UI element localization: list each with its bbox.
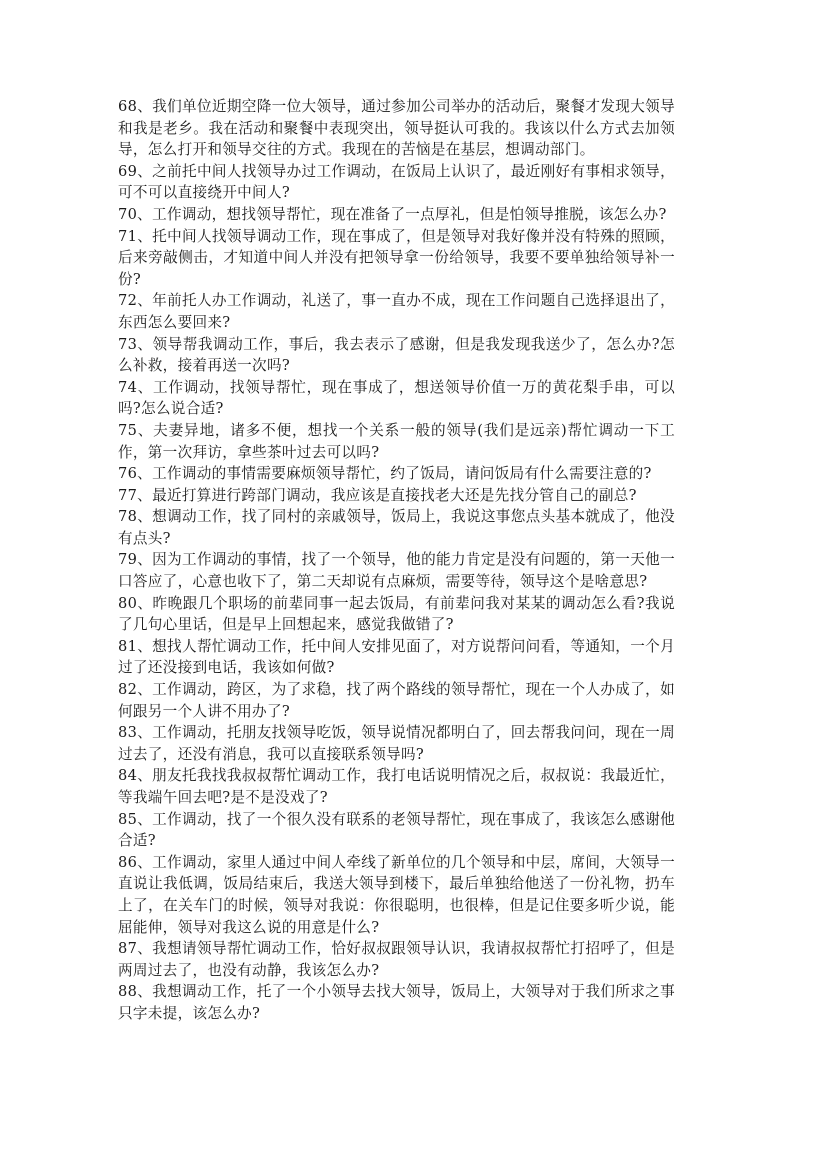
question-item-73: 73、领导帮我调动工作，事后，我去表示了感谢，但是我发现我送少了，怎么办?怎么补救，接着再送一次吗? xyxy=(118,335,675,375)
question-item-87: 87、我想请领导帮忙调动工作，恰好叔叔跟领导认识，我请叔叔帮忙打招呼了，但是两周过去了，也没有动静，我该怎么办? xyxy=(118,940,675,979)
question-item-69: 69、之前托中间人找领导办过工作调动，在饭局上认识了，最近刚好有事相求领导，可不可以直接绕开中间人? xyxy=(118,162,675,202)
question-item-80: 80、昨晚跟几个职场的前辈同事一起去饭局，有前辈问我对某某的调动怎么看?我说了几句心里话，但是早上回想起来，感觉我做错了? xyxy=(118,594,675,634)
question-item-81: 81、想找人帮忙调动工作，托中间人安排见面了，对方说帮问问看，等通知，一个月过了还没接到电话，我该如何做? xyxy=(118,637,675,677)
document-body xyxy=(118,96,675,1025)
question-item-78: 78、想调动工作，找了同村的亲戚领导，饭局上，我说这事您点头基本就成了，他没有点头? xyxy=(118,508,675,547)
question-item-88: 88、我想调动工作，托了一个小领导去找大领导，饭局上，大领导对于我们所求之事只字未提，该怎么办? xyxy=(118,983,675,1022)
question-item-84: 84、朋友托我找我叔叔帮忙调动工作，我打电话说明情况之后，叔叔说：我最近忙，等我端午回去吧?是不是没戏了? xyxy=(118,767,675,806)
question-item-86: 86、工作调动，家里人通过中间人牵线了新单位的几个领导和中层，席间，大领导一直说让我低调，饭局结束后，我送大领导到楼下，最后单独给他送了一份礼物，扔车上了，在关车门的时候，领导对我说：你很聪明，也很棒，但是记住要多听少说，能屈能伸，领导对我这么说的用意是什么? xyxy=(118,853,675,936)
question-item-76: 76、工作调动的事情需要麻烦领导帮忙，约了饭局，请问饭局有什么需要注意的? xyxy=(118,465,652,483)
question-item-75: 75、夫妻异地，诸多不便，想找一个关系一般的领导(我们是远亲)帮忙调动一下工作，第一次拜访，拿些茶叶过去可以吗? xyxy=(118,421,675,461)
question-item-85: 85、工作调动，找了一个很久没有联系的老领导帮忙，现在事成了，我该怎么感谢他合适? xyxy=(118,810,675,850)
question-item-83: 83、工作调动，托朋友找领导吃饭，领导说情况都明白了，回去帮我问问，现在一周过去了，还没有消息，我可以直接联系领导吗? xyxy=(118,724,675,763)
question-item-79: 79、因为工作调动的事情，找了一个领导，他的能力肯定是没有问题的，第一天他一口答应了，心意也收下了，第二天却说有点麻烦，需要等待，领导这个是啥意思? xyxy=(118,551,675,591)
question-item-77: 77、最近打算进行跨部门调动，我应该是直接找老大还是先找分管自己的副总? xyxy=(118,486,637,504)
question-item-82: 82、工作调动，跨区，为了求稳，找了两个路线的领导帮忙，现在一个人办成了，如何跟另一个人讲不用办了? xyxy=(118,681,675,720)
question-item-68: 68、我们单位近期空降一位大领导，通过参加公司举办的活动后，聚餐才发现大领导和我是老乡。我在活动和聚餐中表现突出，领导挺认可我的。我该以什么方式去加领导，怎么打开和领导交往的方式。我现在的苦恼是在基层，想调动部门。 xyxy=(118,98,675,159)
question-item-74: 74、工作调动，找领导帮忙，现在事成了，想送领导价值一万的黄花梨手串，可以吗?怎么说合适? xyxy=(118,378,675,418)
question-item-70: 70、工作调动，想找领导帮忙，现在准备了一点厚礼，但是怕领导推脱，该怎么办? xyxy=(118,205,667,223)
question-item-71: 71、托中间人找领导调动工作，现在事成了，但是领导对我好像并没有特殊的照顾，后来旁敲侧击，才知道中间人并没有把领导拿一份给领导，我要不要单独给领导补一份? xyxy=(118,227,675,288)
question-item-72: 72、年前托人办工作调动，礼送了，事一直办不成，现在工作问题自己选择退出了，东西怎么要回来? xyxy=(118,292,675,331)
